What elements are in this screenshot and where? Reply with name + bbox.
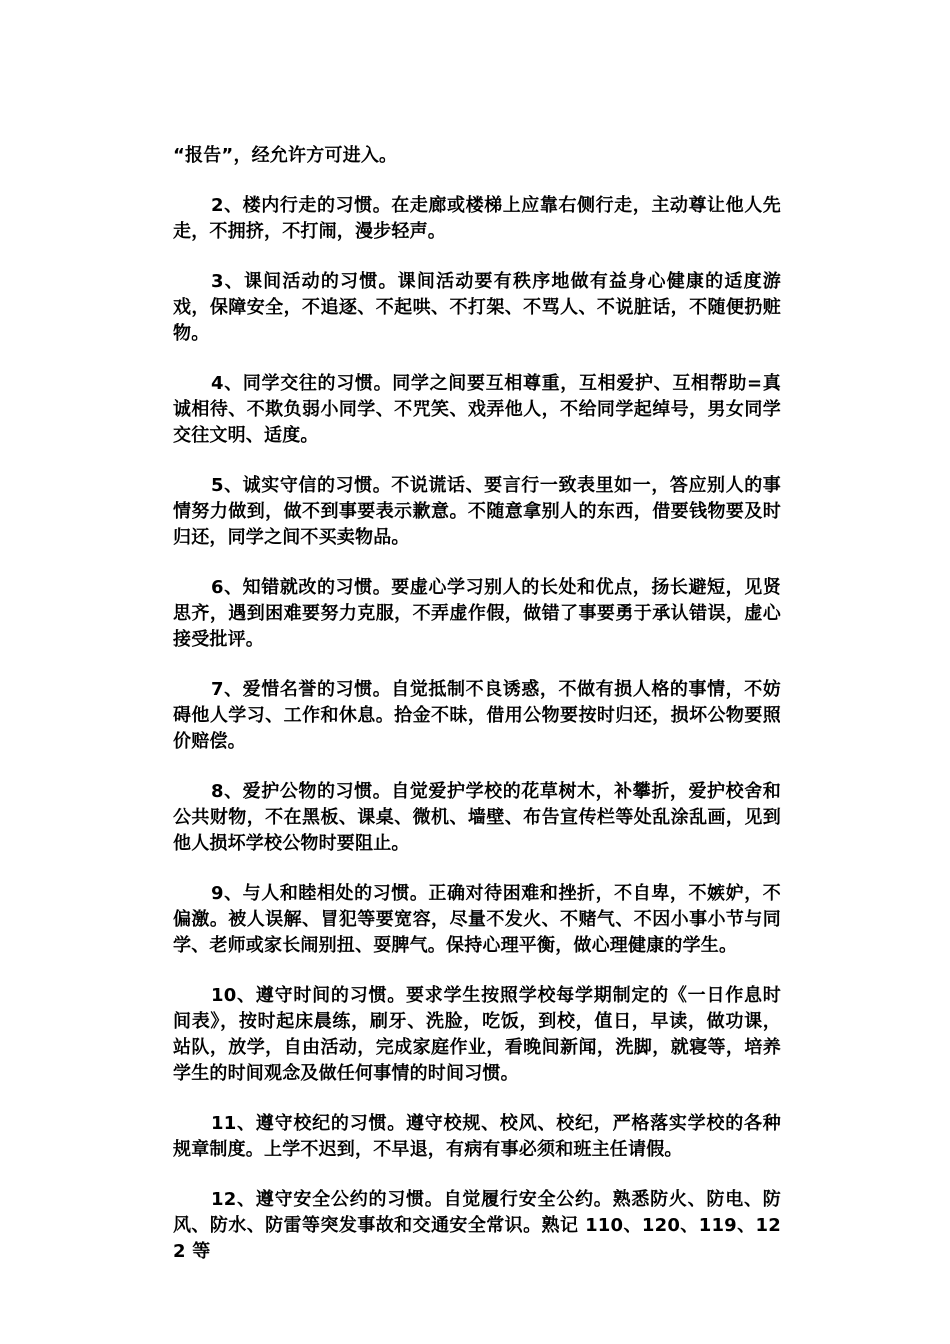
paragraph-item-8: 8、爱护公物的习惯。自觉爱护学校的花草树木，补攀折，爱护校舍和公共财物，不在黑板、课桌、微机、墙壁、布告宣传栏等处乱涂乱画，见到他人损坏学校公物时要阻止。 [173, 781, 781, 854]
paragraph-item-11: 11、遵守校纪的习惯。遵守校规、校风、校纪，严格落实学校的各种规章制度。上学不迟到，不早退，有病有事必须和班主任请假。 [173, 1113, 781, 1160]
paragraph-item-9: 9、与人和睦相处的习惯。正确对待困难和挫折，不自卑，不嫉妒，不偏激。被人误解、冒犯等要宽容，尽量不发火、不赌气、不因小事小节与同学、老师或家长闹别扭、耍脾气。保持心理平衡，做心理健康的学生。 [173, 883, 781, 956]
paragraph-continuation: “报告”，经允许方可进入。 [173, 145, 398, 166]
paragraph-item-2: 2、楼内行走的习惯。在走廊或楼梯上应靠右侧行走，主动尊让他人先走，不拥挤，不打闹，漫步轻声。 [173, 195, 781, 242]
paragraph-item-10: 10、遵守时间的习惯。要求学生按照学校每学期制定的《一日作息时间表》，按时起床晨练，刷牙、洗脸，吃饭，到校，值日，早读，做功课，站队，放学，自由活动，完成家庭作业，看晚间新闻，洗脚，就寝等，培养学生的时间观念及做任何事情的时间习惯。 [173, 985, 781, 1084]
paragraph-item-5: 5、诚实守信的习惯。不说谎话、要言行一致表里如一，答应别人的事情努力做到，做不到事要表示歉意。不随意拿别人的东西，借要钱物要及时归还，同学之间不买卖物品。 [173, 475, 781, 548]
paragraph-item-6: 6、知错就改的习惯。要虚心学习别人的长处和优点，扬长避短，见贤思齐，遇到困难要努力克服，不弄虚作假，做错了事要勇于承认错误，虚心接受批评。 [173, 577, 781, 650]
paragraph-item-3: 3、课间活动的习惯。课间活动要有秩序地做有益身心健康的适度游戏，保障安全，不追逐、不起哄、不打架、不骂人、不说脏话，不随便扔赃物。 [173, 271, 781, 344]
paragraph-item-4: 4、同学交往的习惯。同学之间要互相尊重，互相爱护、互相帮助=真诚相待、不欺负弱小同学、不咒笑、戏弄他人，不给同学起绰号，男女同学交往文明、适度。 [173, 373, 781, 446]
document-body [173, 143, 781, 1265]
paragraph-item-7: 7、爱惜名誉的习惯。自觉抵制不良诱惑，不做有损人格的事情，不妨碍他人学习、工作和休息。拾金不昧，借用公物要按时归还，损坏公物要照价赔偿。 [173, 679, 781, 752]
paragraph-item-12: 12、遵守安全公约的习惯。自觉履行安全公约。熟悉防火、防电、防风、防水、防雷等突发事故和交通安全常识。熟记 110、120、119、122 等 [173, 1189, 781, 1262]
